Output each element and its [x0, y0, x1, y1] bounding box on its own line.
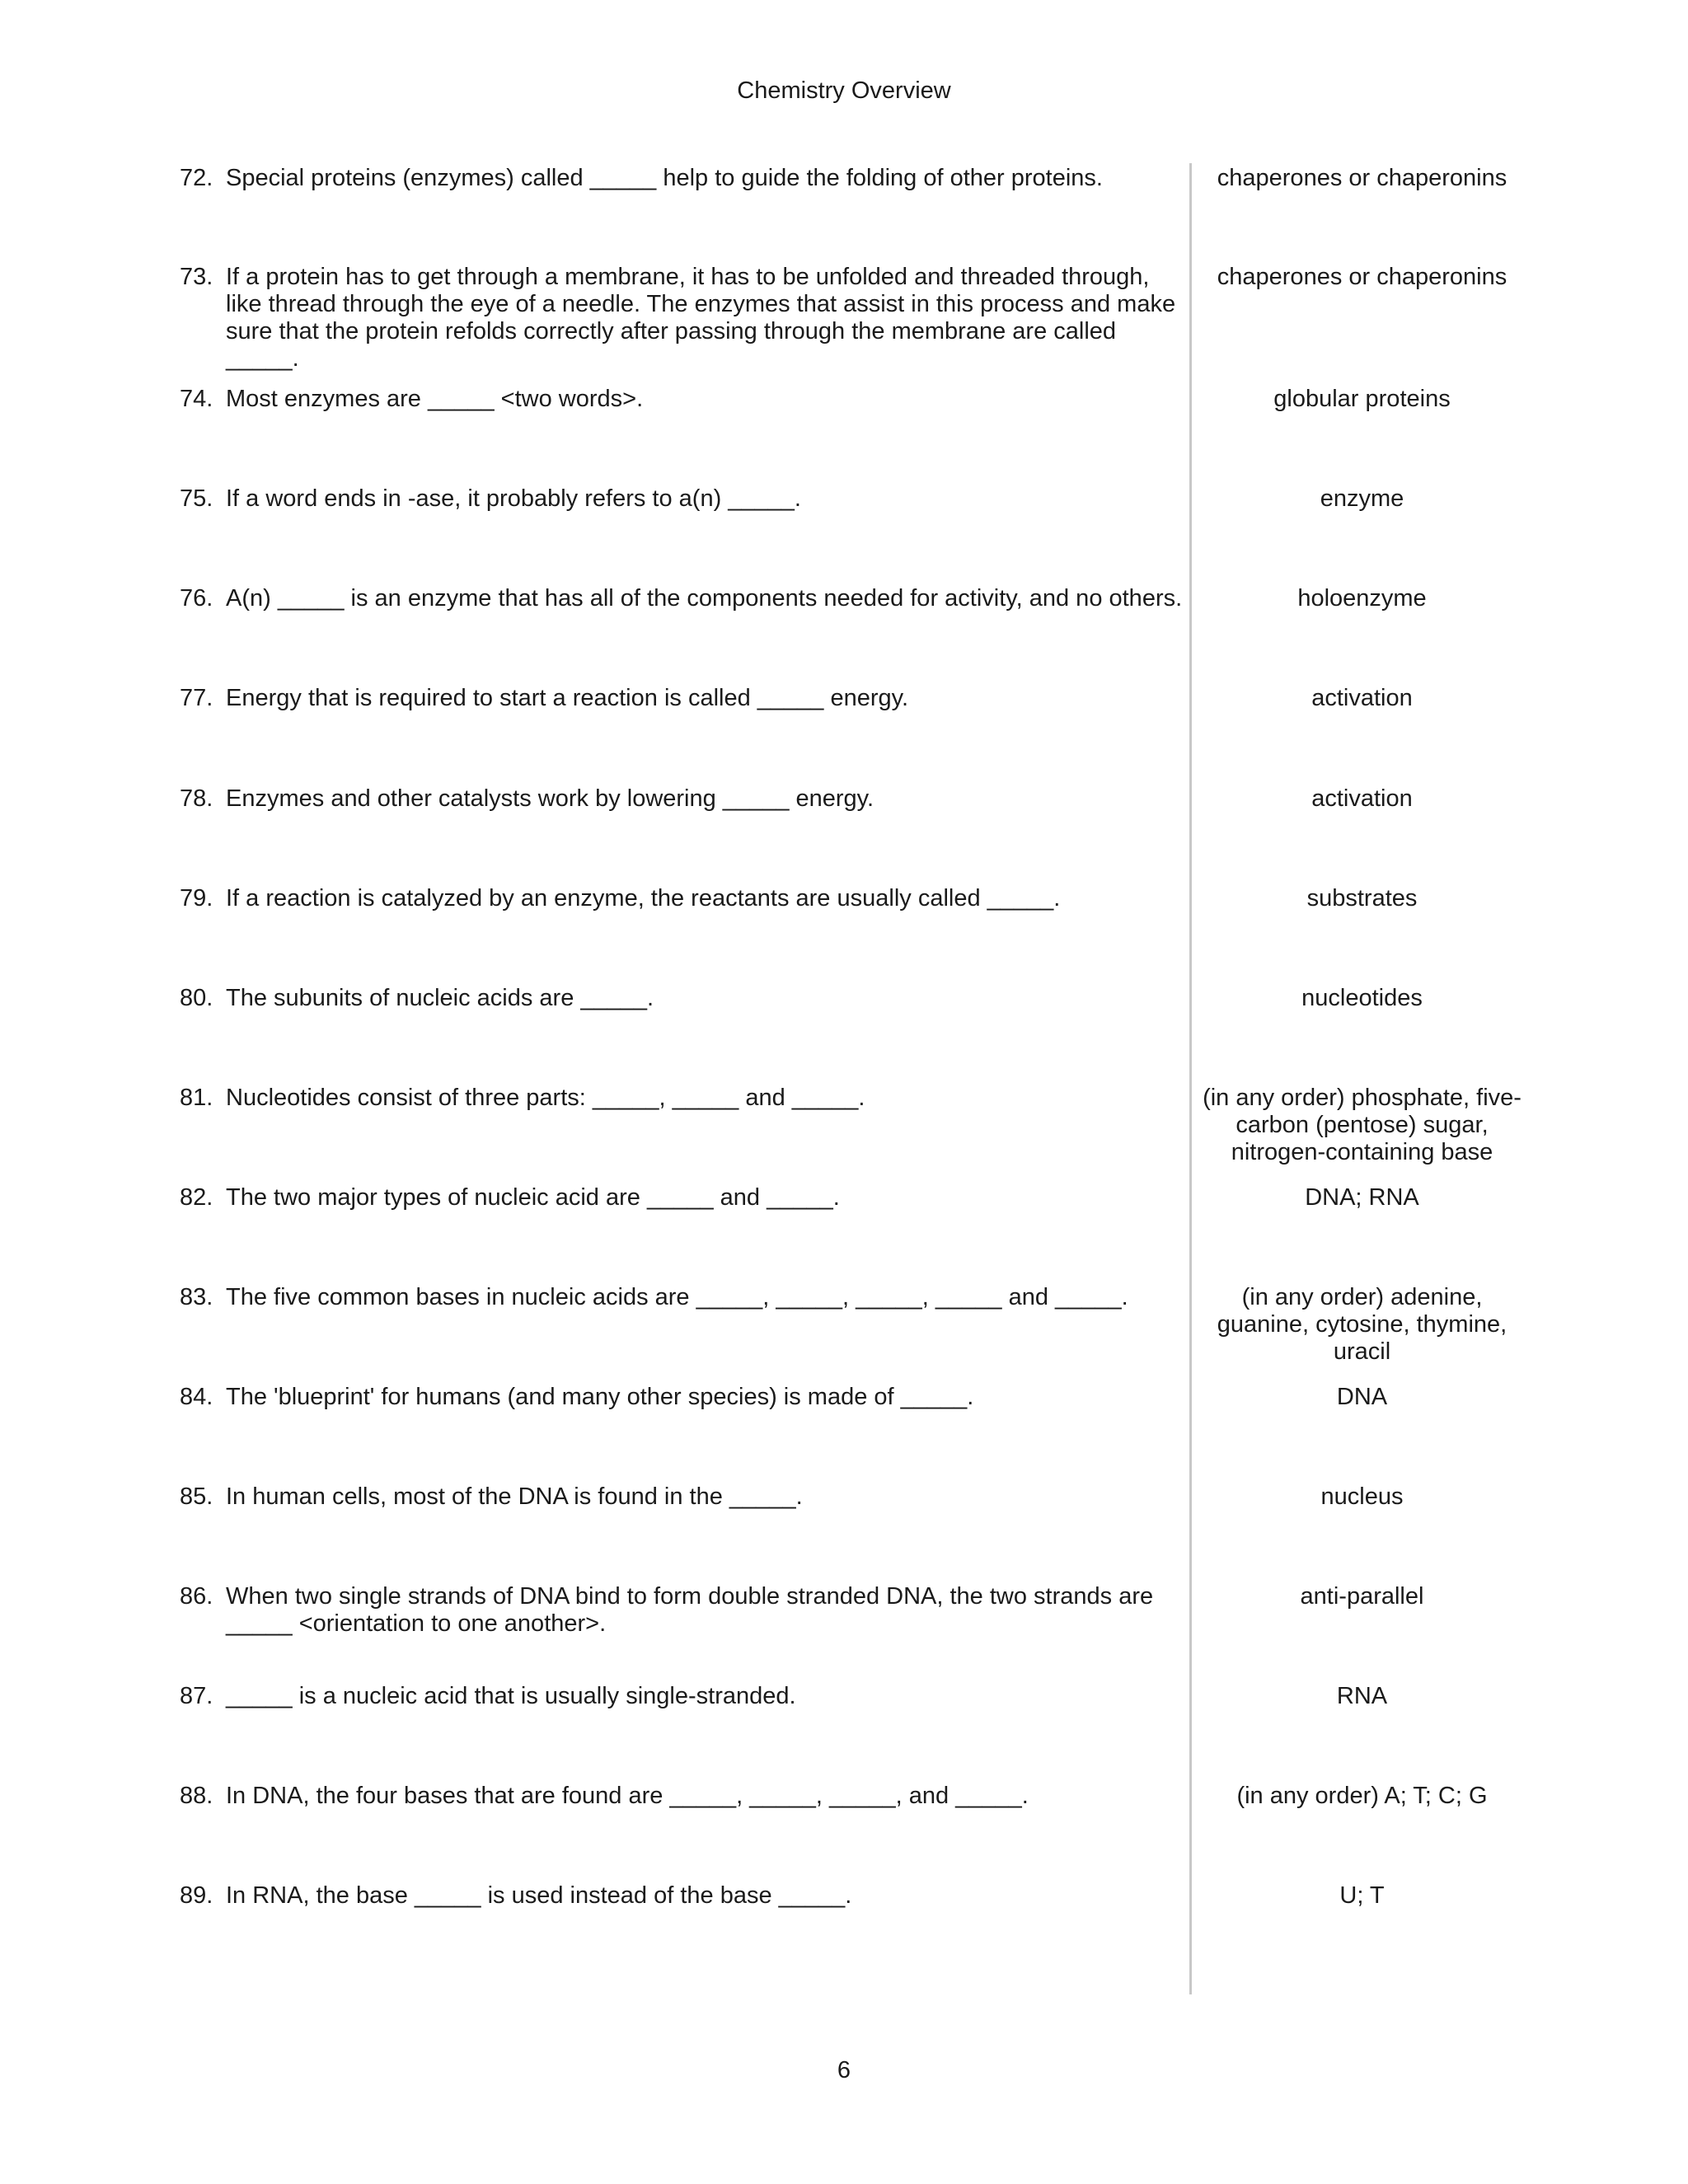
question-answer: (in any order) phosphate, five- carbon (pentose) sugar, nitrogen-containing base: [1203, 1085, 1522, 1165]
question-answer: nucleus: [1320, 1483, 1404, 1510]
question-text: The 'blueprint' for humans (and many other species) is made of _____.: [226, 1384, 974, 1410]
question-answer: globular proteins: [1273, 386, 1451, 412]
question-text: A(n) _____ is an enzyme that has all of the components needed for activity, and no others.: [226, 585, 1183, 612]
question-number: 83.: [180, 1284, 213, 1310]
question-number: 89.: [180, 1882, 213, 1909]
question-text: In human cells, most of the DNA is found in the _____.: [226, 1483, 803, 1510]
question-number: 78.: [180, 785, 213, 812]
question-answer: anti-parallel: [1300, 1583, 1424, 1610]
column-divider: [1189, 163, 1192, 1994]
question-answer: DNA; RNA: [1305, 1184, 1419, 1211]
question-text: If a reaction is catalyzed by an enzyme, the reactants are usually called _____.: [226, 885, 1061, 912]
page-header-title: Chemistry Overview: [737, 77, 951, 104]
question-text: _____ is a nucleic acid that is usually single-stranded.: [226, 1683, 796, 1709]
question-number: 84.: [180, 1384, 213, 1410]
question-number: 73.: [180, 264, 213, 290]
question-answer: substrates: [1306, 885, 1418, 912]
question-text: If a protein has to get through a membrane, it has to be unfolded and threaded through, like thread through the eye of a needle. The enzymes that assist in this process and make sure that the protein refolds correctly after passing through the membrane are called _____.: [226, 264, 1176, 372]
question-number: 72.: [180, 165, 213, 191]
question-answer: (in any order) adenine, guanine, cytosine, thymine, uracil: [1217, 1284, 1507, 1365]
question-answer: U; T: [1339, 1882, 1385, 1909]
question-text: In RNA, the base _____ is used instead of the base _____.: [226, 1882, 852, 1909]
question-text: Energy that is required to start a reaction is called _____ energy.: [226, 685, 909, 711]
page-number: 6: [837, 2057, 851, 2083]
question-number: 87.: [180, 1683, 213, 1709]
question-number: 86.: [180, 1583, 213, 1610]
question-number: 82.: [180, 1184, 213, 1211]
question-text: The subunits of nucleic acids are _____.: [226, 985, 654, 1011]
question-answer: activation: [1311, 785, 1413, 812]
question-answer: RNA: [1336, 1683, 1388, 1709]
question-number: 81.: [180, 1085, 213, 1111]
question-number: 88.: [180, 1783, 213, 1809]
question-answer: DNA: [1336, 1384, 1388, 1410]
question-answer: chaperones or chaperonins: [1217, 165, 1507, 191]
question-answer: holoenzyme: [1297, 585, 1427, 612]
question-answer: chaperones or chaperonins: [1217, 264, 1507, 290]
question-text: The two major types of nucleic acid are _____ and _____.: [226, 1184, 840, 1211]
question-number: 85.: [180, 1483, 213, 1510]
question-text: Special proteins (enzymes) called _____ help to guide the folding of other proteins.: [226, 165, 1103, 191]
question-number: 76.: [180, 585, 213, 612]
question-text: The five common bases in nucleic acids are _____, _____, _____, _____ and _____.: [226, 1284, 1128, 1310]
question-text: When two single strands of DNA bind to form double stranded DNA, the two strands are _____ <orientation to one another>.: [226, 1583, 1154, 1637]
question-text: Nucleotides consist of three parts: _____, _____ and _____.: [226, 1085, 865, 1111]
question-number: 75.: [180, 485, 213, 512]
question-text: If a word ends in -ase, it probably refers to a(n) _____.: [226, 485, 801, 512]
question-answer: enzyme: [1320, 485, 1404, 512]
question-text: In DNA, the four bases that are found are _____, _____, _____, and _____.: [226, 1783, 1029, 1809]
question-number: 79.: [180, 885, 213, 912]
question-text: Enzymes and other catalysts work by lowering _____ energy.: [226, 785, 874, 812]
question-answer: nucleotides: [1301, 985, 1423, 1011]
question-text: Most enzymes are _____ <two words>.: [226, 386, 644, 412]
question-number: 77.: [180, 685, 213, 711]
question-number: 74.: [180, 386, 213, 412]
question-number: 80.: [180, 985, 213, 1011]
question-answer: (in any order) A; T; C; G: [1236, 1783, 1488, 1809]
question-answer: activation: [1311, 685, 1413, 711]
